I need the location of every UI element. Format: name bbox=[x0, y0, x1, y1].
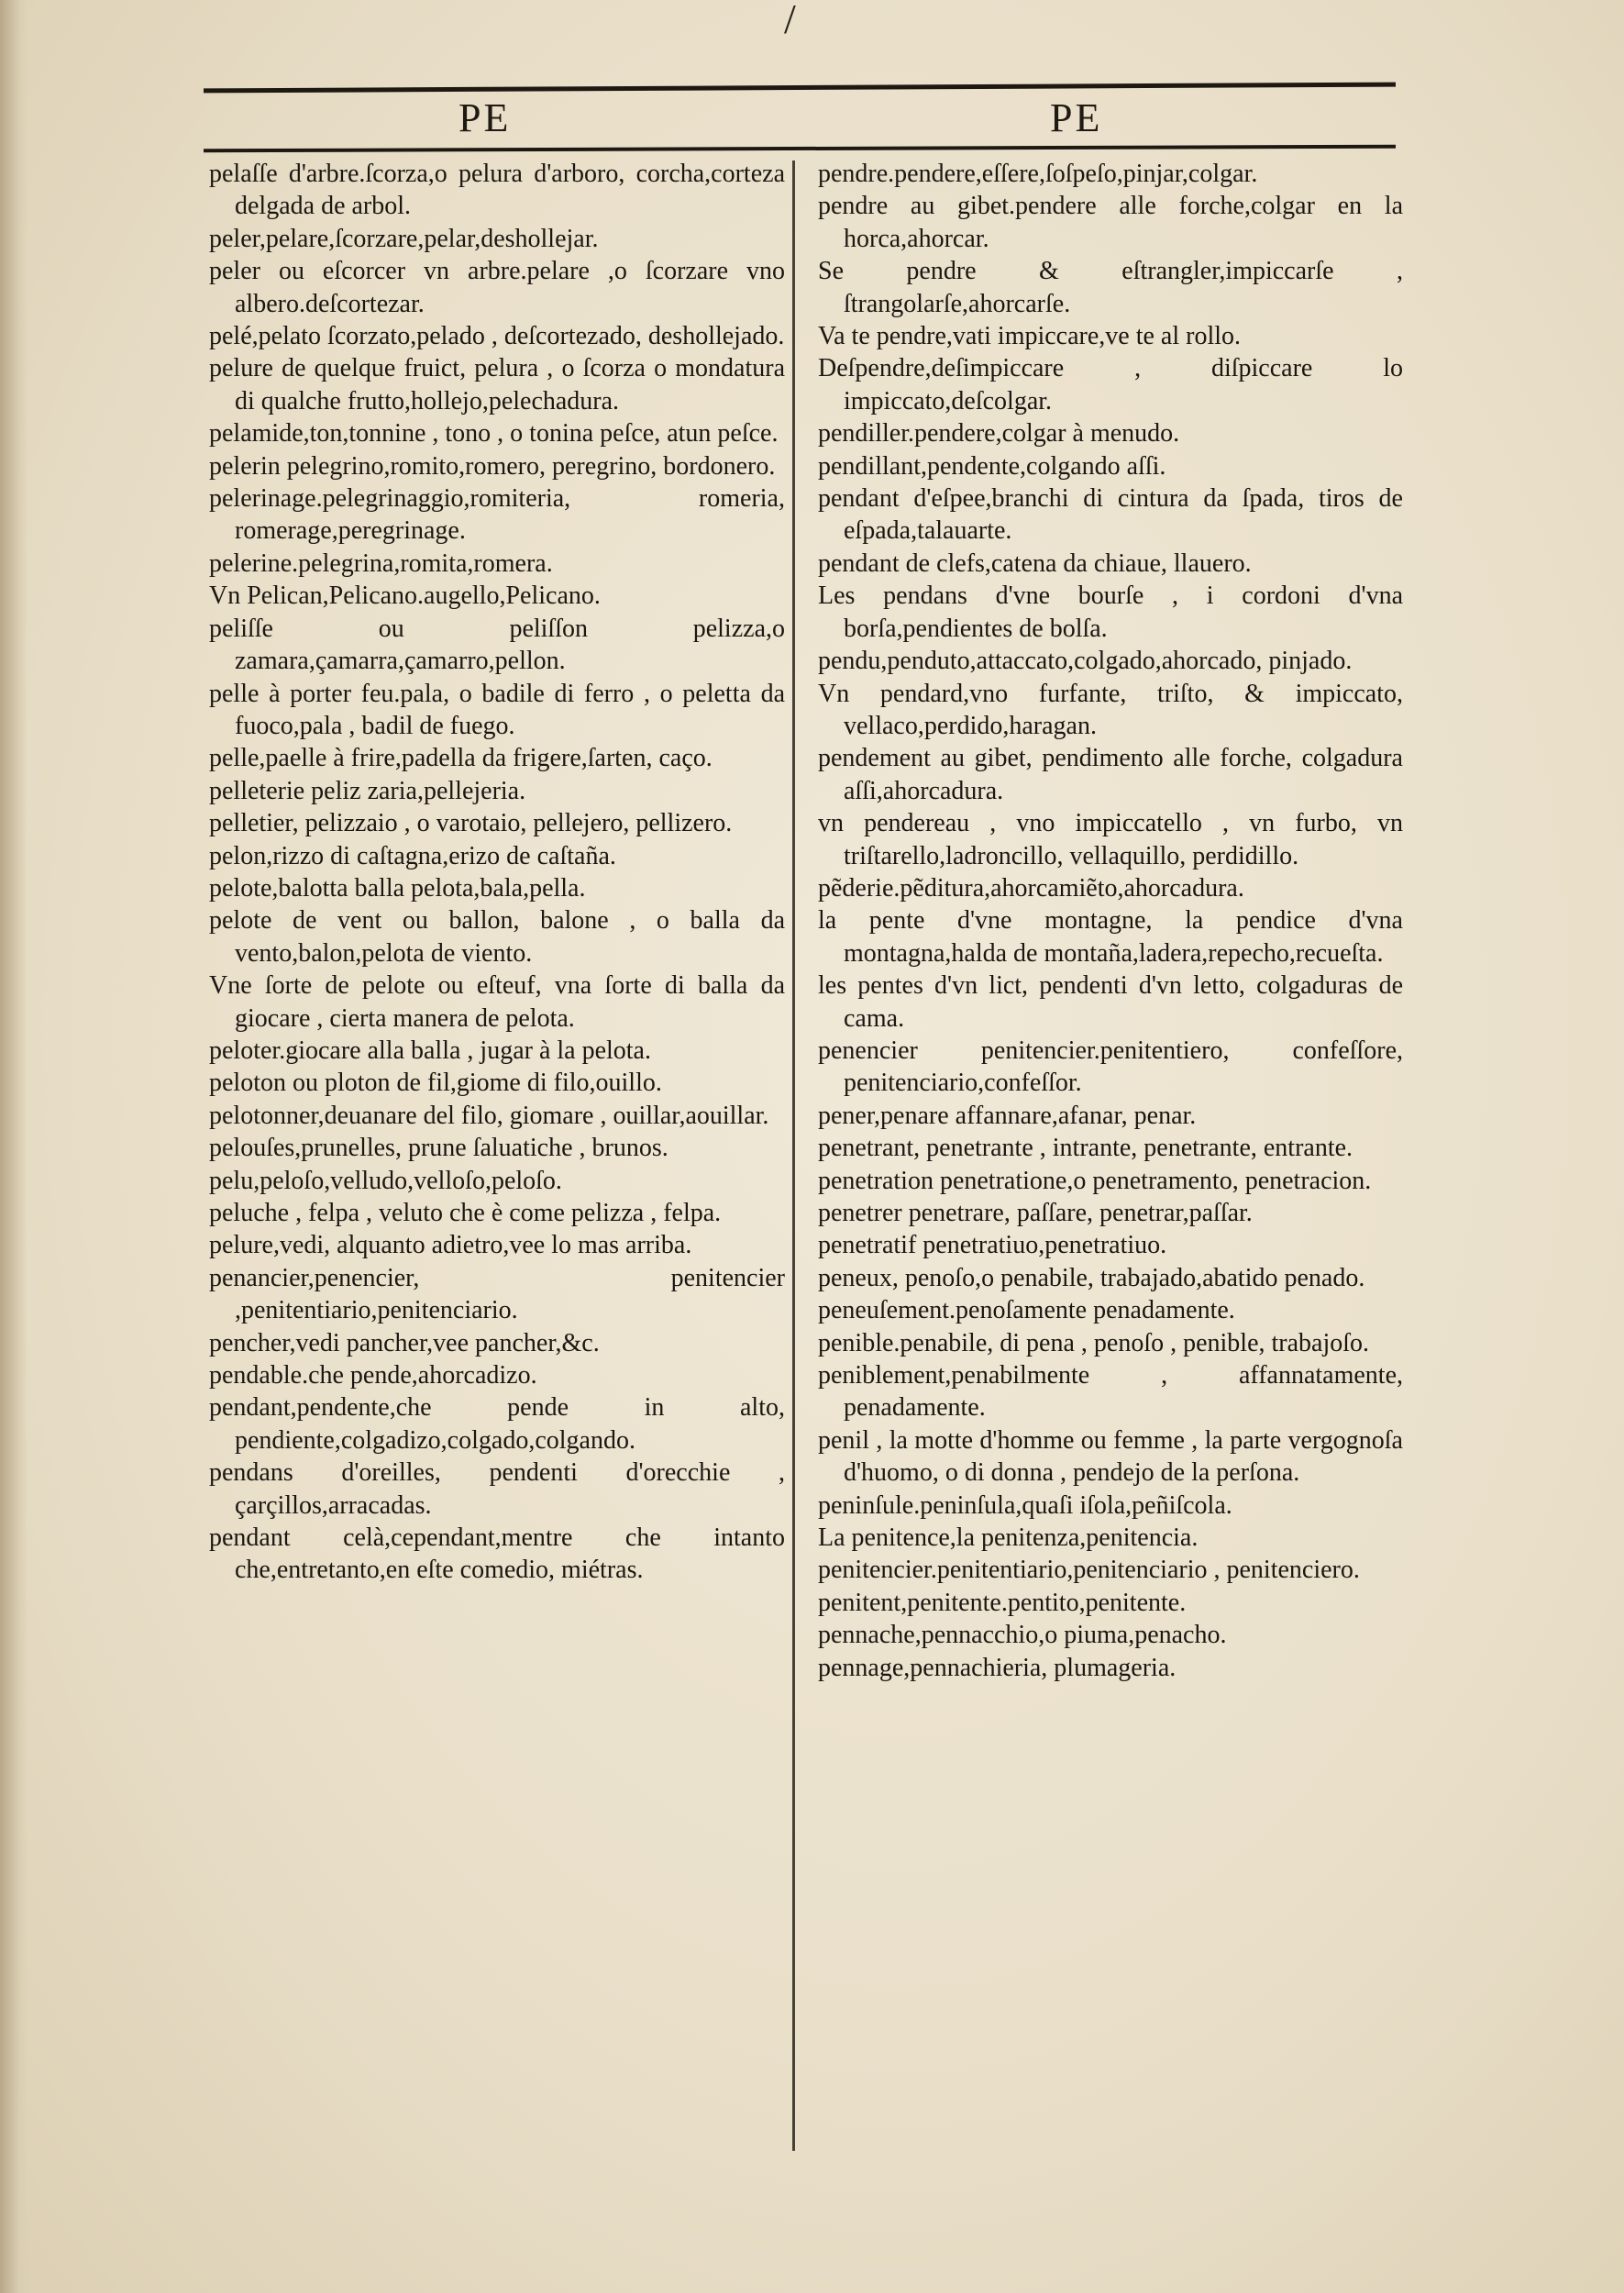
running-head-right: PE bbox=[1050, 95, 1103, 140]
dictionary-entry: pennache,pennacchio,o piuma,penacho. bbox=[818, 1621, 1227, 1650]
dictionary-entry: penetrant, penetrante , intrante, penetrante, entrante. bbox=[818, 1134, 1353, 1163]
dictionary-entry: pelleterie peliz zaria,pellejeria. bbox=[209, 776, 526, 805]
dictionary-entry: peloter.giocare alla balla , jugar à la pelota. bbox=[209, 1036, 651, 1065]
dictionary-entry: pendillant,pendente,colgando aſſi. bbox=[818, 451, 1166, 481]
dictionary-entry: penancier,penencier, penitencier ,penitentiario,penitenciario. bbox=[209, 1263, 785, 1325]
top-rule bbox=[204, 83, 1396, 94]
dictionary-entry: pelu,peloſo,velludo,velloſo,peloſo. bbox=[209, 1166, 562, 1195]
dictionary-entry: pelotonner,deuanare del filo, giomare , ouillar,aouillar. bbox=[209, 1101, 769, 1130]
dictionary-entry: pendre au gibet.pendere alle forche,colgar en la horca,ahorcar. bbox=[818, 192, 1403, 253]
dictionary-entry: la pente d'vne montagne, la pendice d'vna montagna,halda de montaña,ladera,repecho,recueſta. bbox=[818, 906, 1403, 968]
dictionary-entry: vn pendereau , vno impiccatello , vn furbo, vn triſtarello,ladroncillo, vellaquillo, perdidillo. bbox=[818, 809, 1403, 870]
right-column bbox=[818, 158, 1403, 1684]
dictionary-entry: peluche , felpa , veluto che è come pelizza , felpa. bbox=[209, 1199, 722, 1227]
dictionary-entry: penil , la motte d'homme ou femme , la parte vergognoſa d'huomo, o di donna , pendejo de la perſona. bbox=[818, 1425, 1403, 1488]
dictionary-entry: peloton ou ploton de fil,giome di filo,ouillo. bbox=[209, 1069, 662, 1098]
dictionary-entry: pelote de vent ou ballon, balone , o balla da vento,balon,pelota de viento. bbox=[209, 906, 785, 968]
dictionary-entry: pelure de quelque fruict, pelura , o ſcorza o mondatura di qualche frutto,hollejo,pelechadura. bbox=[209, 354, 785, 415]
dictionary-entry: penitencier.penitentiario,penitenciario , penitenciero. bbox=[818, 1556, 1360, 1585]
header-rule bbox=[204, 145, 1396, 153]
dictionary-entry: peniblement,penabilmente , affannatamente, penadamente. bbox=[818, 1361, 1403, 1423]
dictionary-entry: pelerinage.pelegrinaggio,romiteria, romeria, romerage,peregrinage. bbox=[209, 484, 785, 546]
dictionary-entry: pelure,vedi, alquanto adietro,vee lo mas arriba. bbox=[209, 1231, 692, 1260]
dictionary-entry: pẽderie.pẽditura,ahorcamiẽto,ahorcadura. bbox=[818, 873, 1244, 903]
dictionary-entry: Vn Pelican,Pelicano.augello,Pelicano. bbox=[209, 582, 601, 611]
dictionary-entry: pelle,paelle à frire,padella da frigere,ſarten, caço. bbox=[209, 744, 713, 773]
dictionary-entry: pener,penare affannare,afanar, penar. bbox=[818, 1101, 1197, 1130]
page-gutter-shadow bbox=[0, 0, 28, 2293]
dictionary-entry: penible.penabile, di pena , penoſo , penible, trabajoſo. bbox=[818, 1328, 1370, 1357]
dictionary-entry: pennage,pennachieria, plumageria. bbox=[818, 1653, 1177, 1682]
dictionary-entry: peninſule.peninſula,quaſi iſola,peñiſcola. bbox=[818, 1490, 1232, 1520]
dictionary-entry: pendement au gibet, pendimento alle forche, colgadura aſſi,ahorcadura. bbox=[818, 744, 1403, 805]
dictionary-entry: pelouſes,prunelles, prune ſaluatiche , brunos. bbox=[209, 1134, 668, 1163]
page-mark: / bbox=[784, 0, 796, 42]
dictionary-entry: pendant celà,cependant,mentre che intanto che,entretanto,en eſte comedio, miétras. bbox=[209, 1523, 785, 1585]
dictionary-entry: pelerine.pelegrina,romita,romera. bbox=[209, 548, 553, 578]
dictionary-entry: peliſſe ou peliſſon pelizza,o zamara,çamarra,çamarro,pellon. bbox=[209, 614, 785, 676]
dictionary-entry: pencher,vedi pancher,vee pancher,&c. bbox=[209, 1328, 600, 1357]
dictionary-entry: pelletier, pelizzaio , o varotaio, pellejero, pellizero. bbox=[209, 809, 733, 838]
dictionary-entry: penetratif penetratiuo,penetratiuo. bbox=[818, 1231, 1167, 1260]
dictionary-entry: pendant,pendente,che pende in alto, pendiente,colgadizo,colgado,colgando. bbox=[209, 1393, 785, 1455]
dictionary-entry: pendable.che pende,ahorcadizo. bbox=[209, 1361, 537, 1390]
dictionary-entry: Deſpendre,deſimpiccare , diſpiccare lo impiccato,deſcolgar. bbox=[818, 354, 1403, 415]
dictionary-entry: Se pendre & eſtrangler,impiccarſe , ſtrangolarſe,ahorcarſe. bbox=[818, 257, 1403, 318]
dictionary-entry: pendiller.pendere,colgar à menudo. bbox=[818, 419, 1180, 449]
dictionary-entry: pelerin pelegrino,romito,romero, peregrino, bordonero. bbox=[209, 451, 776, 481]
dictionary-entry: pelote,balotta balla pelota,bala,pella. bbox=[209, 873, 586, 903]
dictionary-entry: peler ou eſcorcer vn arbre.pelare ,o ſcorzare vno albero.deſcortezar. bbox=[209, 257, 785, 318]
dictionary-entry: les pentes d'vn lict, pendenti d'vn letto, colgaduras de cama. bbox=[818, 971, 1403, 1033]
dictionary-entry: pendant d'eſpee,branchi di cintura da ſpada, tiros de eſpada,talauarte. bbox=[818, 484, 1403, 546]
dictionary-entry: Les pendans d'vne bourſe , i cordoni d'vna borſa,pendientes de bolſa. bbox=[818, 582, 1403, 643]
dictionary-entry: pelamide,ton,tonnine , tono , o tonina peſce, atun peſce. bbox=[209, 419, 779, 449]
dictionary-entry: pelé,pelato ſcorzato,pelado , deſcortezado, deshollejado. bbox=[209, 322, 785, 351]
dictionary-entry: pelaſſe d'arbre.ſcorza,o pelura d'arboro, corcha,corteza delgada de arbol. bbox=[209, 160, 785, 221]
dictionary-entry: pendu,penduto,attaccato,colgado,ahorcado, pinjado. bbox=[818, 647, 1353, 676]
dictionary-entry: pendant de clefs,catena da chiaue, llauero. bbox=[818, 548, 1252, 578]
column-divider bbox=[792, 161, 795, 2151]
dictionary-entry: peler,pelare,ſcorzare,pelar,deshollejar. bbox=[209, 224, 599, 253]
running-head-left: PE bbox=[458, 95, 512, 140]
dictionary-entry: La penitence,la penitenza,penitencia. bbox=[818, 1523, 1199, 1553]
dictionary-entry: penencier penitencier.penitentiero, confeſſore, penitenciario,confeſſor. bbox=[818, 1036, 1403, 1098]
dictionary-entry: pendre.pendere,eſſere,ſoſpeſo,pinjar,colgar. bbox=[818, 160, 1258, 188]
dictionary-entry: peneuſement.penoſamente penadamente. bbox=[818, 1296, 1235, 1325]
dictionary-entry: penetration penetratione,o penetramento, penetracion. bbox=[818, 1166, 1372, 1195]
dictionary-entry: Va te pendre,vati impiccare,ve te al rollo. bbox=[818, 322, 1242, 351]
left-column bbox=[209, 158, 785, 1587]
dictionary-entry: pendans d'oreilles, pendenti d'orecchie , çarçillos,arracadas. bbox=[209, 1458, 785, 1520]
dictionary-entry: peneux, penoſo,o penabile, trabajado,abatido penado. bbox=[818, 1263, 1365, 1292]
dictionary-entry: penitent,penitente.pentito,penitente. bbox=[818, 1588, 1187, 1617]
dictionary-entry: Vn pendard,vno furfante, triſto, & impiccato, vellaco,perdido,haragan. bbox=[818, 679, 1403, 740]
dictionary-entry: pelon,rizzo di caſtagna,erizo de caſtaña. bbox=[209, 841, 616, 870]
dictionary-entry: pelle à porter feu.pala, o badile di ferro , o peletta da fuoco,pala , badil de fuego. bbox=[209, 679, 785, 740]
dictionary-entry: penetrer penetrare, paſſare, penetrar,paſſar. bbox=[818, 1199, 1253, 1227]
dictionary-entry: Vne ſorte de pelote ou eſteuf, vna ſorte di balla da giocare , cierta manera de pelota. bbox=[209, 971, 785, 1033]
